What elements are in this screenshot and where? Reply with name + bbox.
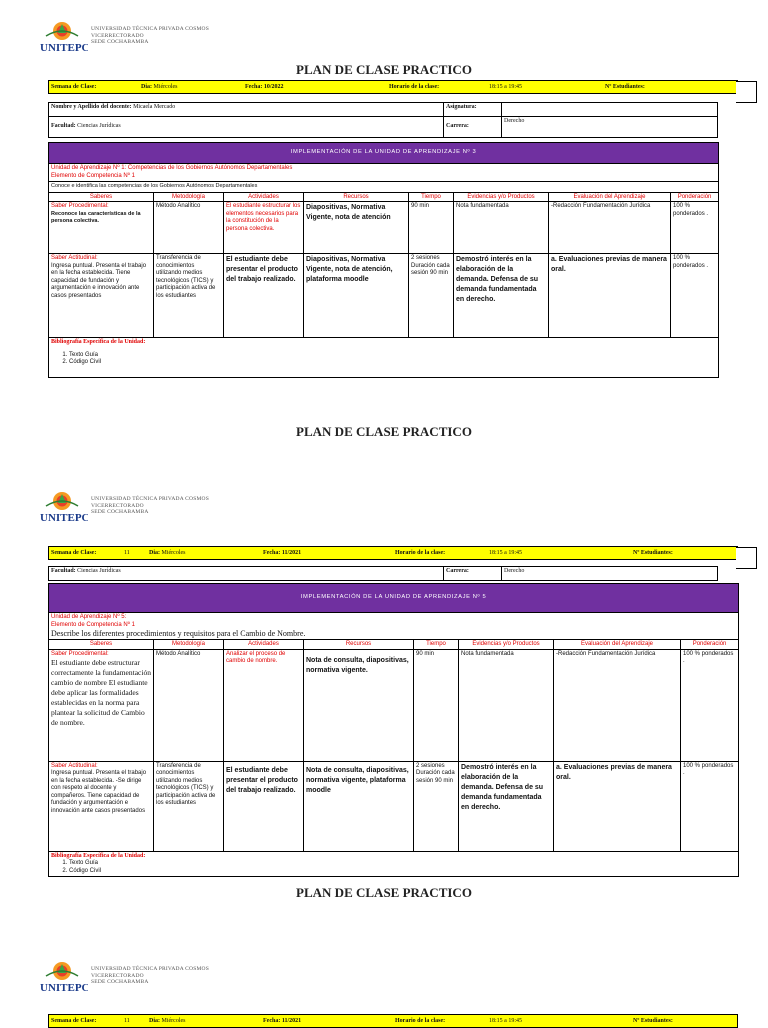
unit-heading: IMPLEMENTACIÓN DE LA UNIDAD DE APRENDIZAJE Nº 5 xyxy=(49,584,739,613)
teacher-info-table: Nombre y Apellido del docente: Micaela Mercado Asignatura: Facultad: Ciencias Jurídicas Carrera: Derecho xyxy=(48,102,718,138)
unit-table-1 xyxy=(48,142,719,378)
class-plan-2 xyxy=(48,546,738,877)
class-plan-3 xyxy=(48,1014,738,1028)
facultad-field: Facultad: Ciencias Jurídicas xyxy=(49,567,444,581)
page-title: PLAN DE CLASE PRACTICO xyxy=(296,62,472,77)
unit-description: Describe los diferentes procedimientos y requisitos para el Cambio de Nombre. xyxy=(51,629,306,638)
unit-heading: IMPLEMENTACIÓN DE LA UNIDAD DE APRENDIZAJE Nº 3 xyxy=(49,143,719,164)
schedule-header: Semana de Clase: 11 Dia: Miércoles Fecha: 11/2021 Horario de la clase: 18:15 a 19:45 Nº Estudiantes: xyxy=(48,546,738,560)
schedule-header: Semana de Clase: 11 Dia: Miércoles Fecha: 11/2021 Horario de la clase: 18:15 a 19:45 Nº Estudiantes: xyxy=(48,1014,738,1028)
column-headers: Saberes Metodología Actividades Recursos Tiempo Evidencias y/o Productos Evaluación del Aprendizaje Ponderación xyxy=(49,192,719,202)
table-row: Saber Procedimental: El estudiante debe estructurar correctamente la fundamentación cambio de nombre El estudiante debe aplicar las formalidades establecidas en la norma para plantear la solicitud de Cambio de nombre. Método Analítico Analizar el proceso de cambio de nombre. Nota de consulta, diapositivas, normativa vigente. 90 min Nota fundamentada -Redacción Fundamentación Jurídica 100 % ponderados . xyxy=(49,649,739,761)
page-title: PLAN DE CLASE PRACTICO xyxy=(296,885,472,900)
table-row: Saber Procedimental: Reconoce las características de la persona colectiva. Método Analítico El estudiante estructurar los elementos necesarios para la constitución de la persona colectiva. Diapositivas, Normativa Vigente, nota de atención 90 min Nota fundamentada -Redacción Fundamentación Jurídica 100 % ponderados . xyxy=(49,202,719,254)
competence-element: Elemento de Competencia Nº 1 xyxy=(51,172,135,179)
bibliography: Bibliografía Específica de la Unidad: 1. Texto Guía 2. Código Civil xyxy=(49,338,719,378)
logo-mark-icon xyxy=(36,958,88,994)
university-name: UNIVERSIDAD TÉCNICA PRIVADA COSMOS VICERRECTORADO SEDE COCHABAMBA xyxy=(91,966,209,985)
bibliography: Bibliografía Específica de la Unidad: 1. Texto Guía 2. Código Civil xyxy=(49,851,739,877)
table-row: Saber Actitudinal: Ingresa puntual. Presenta el trabajo en la fecha establecida. Tiene capacidad de fundación y argumentación e innovación ante casos presentados Transferencia de conocimientos utilizando medios tecnológicos (TICS) y participación activa de los estudiantes El estudiante debe presentar el producto del trabajo realizado. Diapositivas, Normativa Vigente, nota de atención, plataforma moodle 2 sesiones Duración cada sesión 90 min Demostró interés en la elaboración de la demanda. Defensa de su demanda fundamentada en derecho. a. Evaluaciones previas de manera oral. 100 % ponderados . xyxy=(49,254,719,338)
column-headers: Saberes Metodología Actividades Recursos Tiempo Evidencias y/o Productos Evaluación del Aprendizaje Ponderación xyxy=(49,640,739,650)
unit-description: Conoce e identifica las competencias de los Gobiernos Autónomos Departamentales xyxy=(49,182,719,193)
carrera-value: Derecho xyxy=(502,117,718,138)
unit-table-2 xyxy=(48,583,739,877)
faculty-info-table: Facultad: Ciencias Jurídicas Carrera: Derecho xyxy=(48,566,718,581)
class-plan-1 xyxy=(48,80,738,378)
university-name: UNIVERSIDAD TÉCNICA PRIVADA COSMOS VICERRECTORADO SEDE COCHABAMBA xyxy=(91,26,209,45)
competence-element: Elemento de Competencia Nº 1 xyxy=(51,621,135,628)
university-logo xyxy=(36,958,236,994)
table-row: Saber Actitudinal: Ingresa puntual. Presenta el trabajo en la fecha establecida. -Se dirige con respeto al docente y compañeros. Tiene capacidad de fundación y argumentación e innovación ante casos presentados Transferencia de conocimientos utilizando medios tecnológicos (TICS) y participación activa de los estudiantes El estudiante debe presentar el producto del trabajo realizado. Nota de consulta, diapositivas, normativa vigente, plataforma moodle 2 sesiones Duración cada sesión 90 min Demostró interés en la elaboración de la demanda. Defensa de su demanda fundamentada en derecho. a. Evaluaciones previas de manera oral. 100 % ponderados . xyxy=(49,761,739,851)
facultad-field: Facultad: Ciencias Jurídicas xyxy=(49,117,444,138)
university-logo xyxy=(36,18,236,54)
logo-mark-icon xyxy=(36,488,88,524)
schedule-header: Semana de Clase: Dia: Miércoles Fecha: 10/2022 Horario de la clase: 18:15 a 19:45 Nº Estudiantes: xyxy=(48,80,738,94)
university-logo xyxy=(36,488,236,524)
unit-title: Unidad de Aprendizaje Nº 1: Competencias de los Gobiernos Autónomos Departamentales xyxy=(51,165,293,171)
university-name: UNIVERSIDAD TÉCNICA PRIVADA COSMOS VICERRECTORADO SEDE COCHABAMBA xyxy=(91,496,209,515)
page-title: PLAN DE CLASE PRACTICO xyxy=(296,424,472,439)
carrera-value: Derecho xyxy=(502,567,718,581)
unit-title: Unidad de Aprendizaje Nº 5: xyxy=(51,614,127,620)
docente-field: Nombre y Apellido del docente: Micaela Mercado xyxy=(49,103,444,117)
logo-mark-icon xyxy=(36,18,88,54)
